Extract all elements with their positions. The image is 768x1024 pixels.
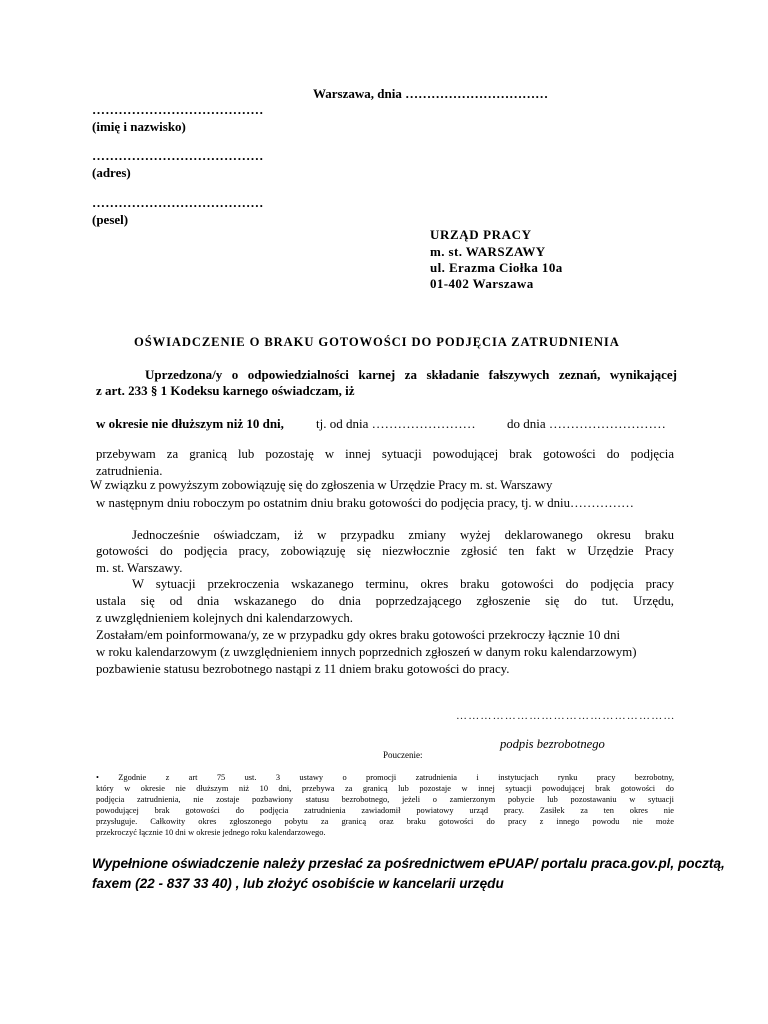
notice-line-6: przekroczyć łącznie 10 dni w okresie jednego roku kalendarzowego. bbox=[96, 828, 326, 837]
footer-line-1: Wypełnione oświadczenie należy przesłać za pośrednictwem ePUAP/ portalu praca.gov.pl, pocztą, bbox=[92, 856, 725, 871]
p1-line-2: zatrudnienia. bbox=[96, 464, 163, 478]
notice-line-1: • Zgodnie z art 75 ust. 3 ustawy o promocji zatrudnienia i instytucjach rynku pracy bezrobotny, bbox=[96, 773, 674, 782]
p3-line-3: m. st. Warszawy. bbox=[96, 561, 183, 575]
p1-line-1: przebywam za granicą lub pozostaję w innej sytuacji powodującej brak gotowości do podjęcia bbox=[96, 447, 674, 461]
period-to: do dnia ……………………… bbox=[507, 416, 666, 431]
address-dots: ………………………………… bbox=[92, 148, 264, 163]
document-title: OŚWIADCZENIE O BRAKU GOTOWOŚCI DO PODJĘCIA ZATRUDNIENIA bbox=[134, 335, 620, 349]
city-date-line: Warszawa, dnia …………………………… bbox=[313, 86, 549, 101]
notice-line-5: przysługuje. Całkowity okres zgłoszonego pobytu za granicą oraz braku gotowości do pracy z innego powodu nie może bbox=[96, 817, 674, 826]
notice-line-3: podjęcia zatrudnienia, nie zostaje pozbawiony statusu bezrobotnego, jeżeli o zamierzonym pobycie lub pozostawaniu w sytuacji bbox=[96, 795, 674, 804]
p5-line-1: Zostałam/em poinformowana/y, ze w przypadku gdy okres braku gotowości przekroczy łącznie 10 dni bbox=[96, 628, 621, 642]
period-bold: w okresie nie dłuższym niż 10 dni, bbox=[96, 416, 284, 431]
address-label: (adres) bbox=[92, 165, 131, 180]
p2-line-1: W związku z powyższym zobowiązuję się do zgłoszenia w Urzędzie Pracy m. st. Warszawy bbox=[90, 478, 553, 492]
notice-line-2: który w okresie nie dłuższym niż 10 dni, przebywa za granicą lub pozostaje w innej sytuacji powodującej brak gotowości do bbox=[96, 784, 674, 793]
recipient-line-1: URZĄD PRACY bbox=[430, 227, 532, 242]
p4-line-1: W sytuacji przekroczenia wskazanego terminu, okres braku gotowości do podjęcia pracy bbox=[132, 577, 674, 591]
recipient-line-4: 01-402 Warszawa bbox=[430, 276, 534, 291]
recipient-line-3: ul. Erazma Ciołka 10a bbox=[430, 260, 563, 275]
p3-line-2: gotowości do podjęcia pracy, zobowiązuję się niezwłocznie zgłosić ten fakt w Urzędzie Pracy bbox=[96, 544, 674, 558]
name-dots: ………………………………… bbox=[92, 102, 264, 117]
p4-line-2: ustala się od dnia wskazanego do dnia poprzedzającego zgłoszenie się do tut. Urzędu, bbox=[96, 594, 674, 608]
intro-line-1: Uprzedzona/y o odpowiedzialności karnej za składanie fałszywych zeznań, wynikającej bbox=[145, 367, 677, 382]
pesel-label: (pesel) bbox=[92, 212, 129, 227]
signature-label: podpis bezrobotnego bbox=[500, 737, 605, 751]
recipient-line-2: m. st. WARSZAWY bbox=[430, 244, 546, 259]
signature-dots: ……………………………………………… bbox=[456, 710, 676, 722]
intro-line-2: z art. 233 § 1 Kodeksu karnego oświadczam, iż bbox=[96, 383, 355, 398]
p3-line-1: Jednocześnie oświadczam, iż w przypadku zmiany wyżej deklarowanego okresu braku bbox=[132, 528, 674, 542]
p5-line-2: w roku kalendarzowym (z uwzględnieniem innych poprzednich zgłoszeń w danym roku kalendarzowym) bbox=[96, 645, 637, 659]
name-label: (imię i nazwisko) bbox=[92, 119, 186, 134]
p4-line-3: z uwzględnieniem kolejnych dni kalendarzowych. bbox=[96, 611, 353, 625]
notice-line-4: powodującej brak gotowości do podjęcia zatrudnienia zawiadomił powiatowy urząd pracy. Zasiłek za ten okres nie bbox=[96, 806, 674, 815]
pesel-dots: ………………………………… bbox=[92, 195, 264, 210]
p5-line-3: pozbawienie statusu bezrobotnego nastąpi z 11 dniem braku gotowości do pracy. bbox=[96, 662, 510, 676]
footer-line-2: faxem (22 - 837 33 40) , lub złożyć osobiście w kancelarii urzędu bbox=[92, 876, 504, 891]
notice-title: Pouczenie: bbox=[383, 750, 423, 760]
period-from: tj. od dnia …………………… bbox=[316, 416, 476, 431]
p2-line-2: w następnym dniu roboczym po ostatnim dniu braku gotowości do podjęcia pracy, tj. w dniu…………… bbox=[96, 496, 634, 510]
